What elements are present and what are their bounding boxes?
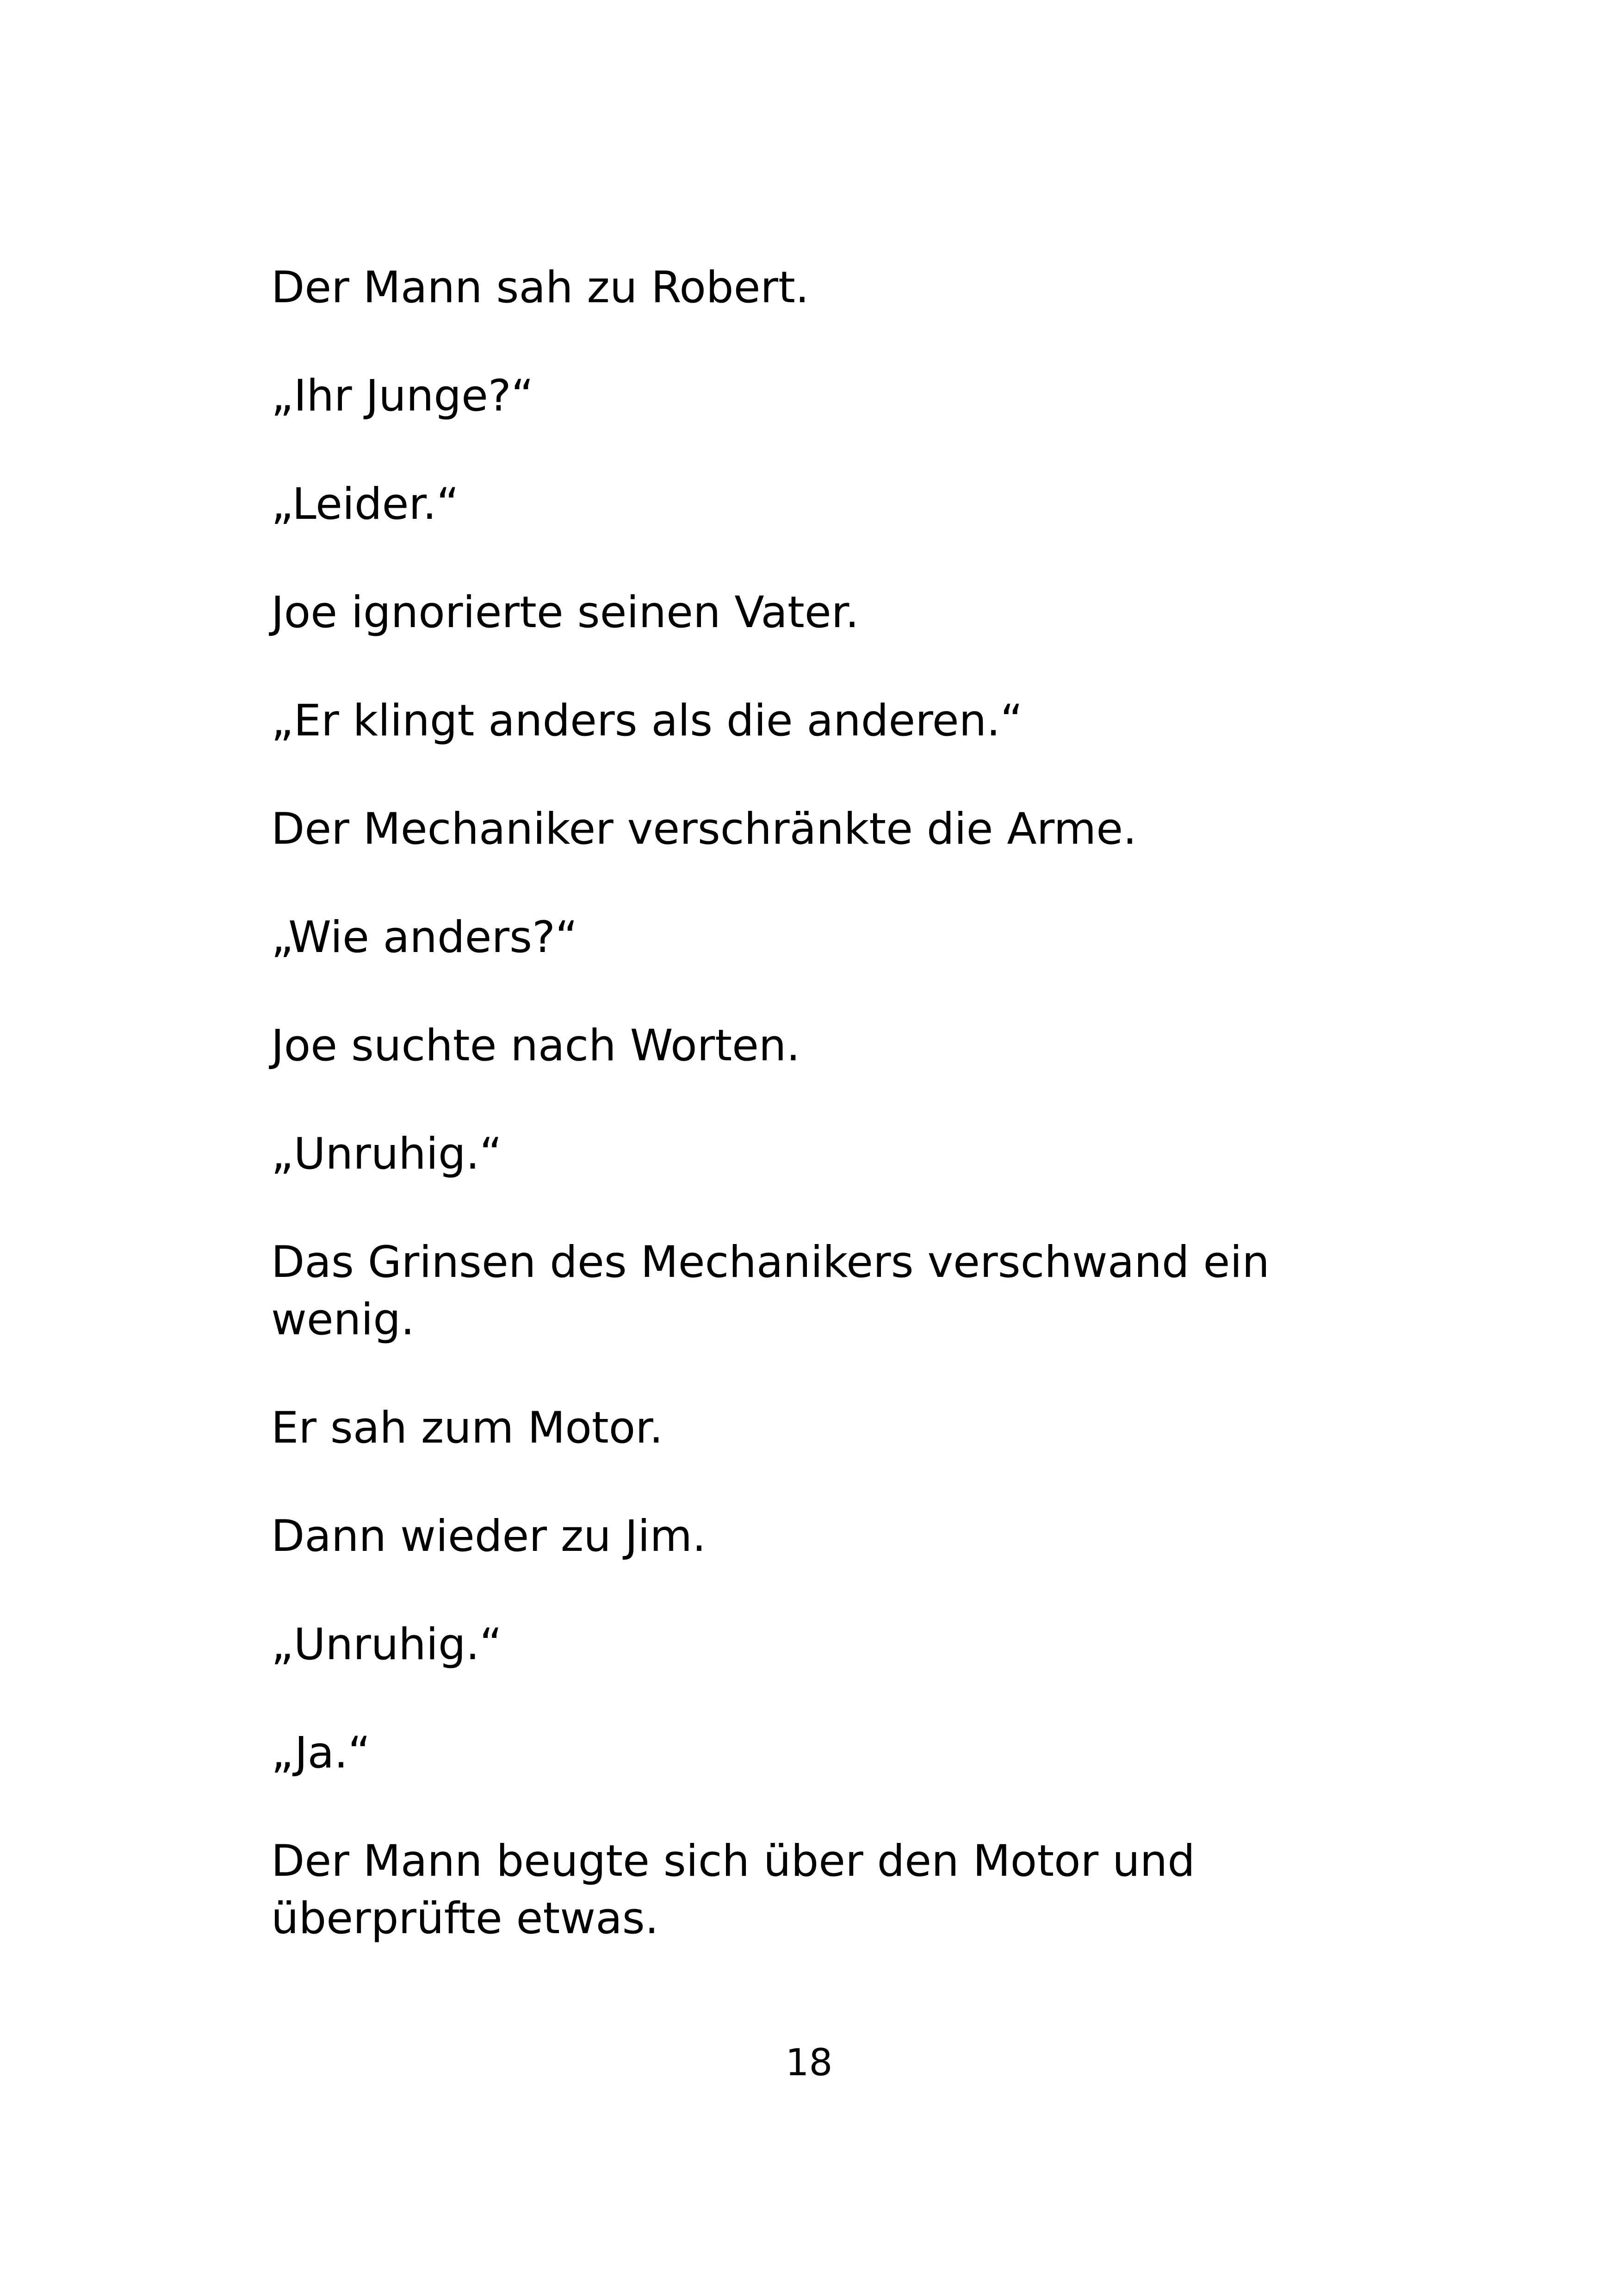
body-text [271, 259, 1289, 1998]
paragraph: Dann wieder zu Jim. [271, 1511, 706, 1562]
paragraph: Das Grinsen des Mechanikers verschwand ein wenig. [271, 1237, 1270, 1345]
paragraph: Der Mechaniker verschränkte die Arme. [271, 804, 1137, 854]
page-number: 18 [785, 2041, 833, 2084]
paragraph: Der Mann beugte sich über den Motor und überprüfte etwas. [271, 1836, 1195, 1944]
paragraph: Joe ignorierte seinen Vater. [271, 587, 859, 638]
paragraph: „Ja.“ [271, 1728, 371, 1778]
paragraph: Joe suchte nach Worten. [271, 1020, 800, 1071]
paragraph: „Er klingt anders als die anderen.“ [271, 696, 1023, 746]
paragraph: „Unruhig.“ [271, 1129, 502, 1179]
paragraph: Er sah zum Motor. [271, 1403, 663, 1453]
paragraph: „Wie anders?“ [271, 912, 578, 963]
paragraph: „Unruhig.“ [271, 1619, 502, 1670]
paragraph: „Leider.“ [271, 479, 459, 529]
paragraph: „Ihr Junge?“ [271, 371, 534, 421]
paragraph: Der Mann sah zu Robert. [271, 262, 809, 313]
